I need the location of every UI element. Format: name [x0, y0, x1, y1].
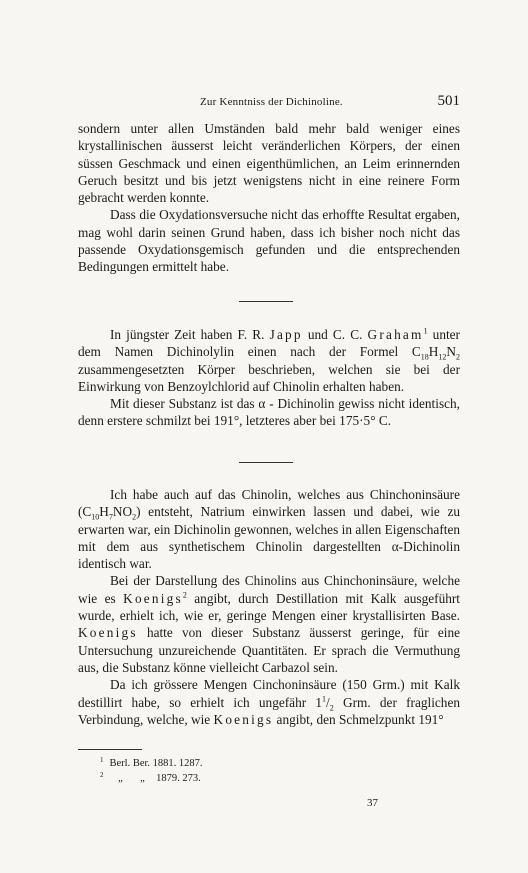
- section-divider-2: [239, 462, 293, 463]
- paragraph-2: Dass die Oxydationsversuche nicht das erhoffte Resultat ergaben, mag wohl darin seinen Grund haben, dass ich bisher noch nicht das passende Oxydationsgemisch gefunden und die entsprechenden Bedingungen ermittelt habe.: [78, 207, 460, 275]
- footnotes: [100, 756, 203, 786]
- author-name: Koenigs: [213, 711, 274, 727]
- footnote-2: $^2$ „ „ 1879. 273.: [100, 770, 201, 784]
- footnote-divider: [78, 749, 142, 750]
- author-name: Graham: [367, 327, 424, 342]
- author-name: Japp: [269, 327, 303, 342]
- footnote-1: $^1$ Berl. Ber. 1881. 1287.: [100, 755, 203, 769]
- section-divider-1: [239, 301, 293, 302]
- text-block-2: [78, 326, 460, 430]
- running-title: Zur Kenntniss der Dichinoline.: [200, 96, 343, 108]
- footnote-ref: 2: [182, 590, 187, 600]
- author-name: Koenigs: [78, 625, 138, 641]
- author-name: Koenigs: [123, 590, 183, 606]
- text-block-3: [78, 486, 460, 728]
- footnote-ref: 1: [423, 326, 428, 336]
- paragraph-7: Da ich grössere Mengen Cinchoninsäure (150 Grm.) mit Kalk destillirt habe, so erhielt ich ungefähr $1^1/_2$ Grm. der fraglichen Verbindung, welche, wie Koenigs angibt, den Schmelzpunkt 191°: [78, 677, 461, 727]
- paragraph-1: sondern unter allen Umständen bald mehr bald weniger eines krystallinischen äusserst leicht veränderlichen Körpers, der einen süssen Geschmack und einen eigenthümlichen, an Leim erinnernden Geruch besitzt und bis jetzt wenigstens nicht in eine reinere Form gebracht werden konnte.: [78, 121, 460, 206]
- text-block-1: [78, 120, 460, 276]
- paragraph-6: Bei der Darstellung des Chinolins aus Chinchoninsäure, welche wie es Koenigs$^2$ angibt, durch Destillation mit Kalk ausgeführt wurde, erhielt ich, wie er, geringe Mengen einer krystallisirten Base. Koenigs hatte von dieser Substanz äusserst geringe, für eine Untersuchung unzureichende Quantitäten. Er sprach die Vermuthung aus, die Substanz könne vielleicht Carbazol sein.: [78, 573, 460, 675]
- paragraph-5: Ich habe auch auf das Chinolin, welches aus Chinchoninsäure $(C_{10}H_7NO_2)$ entsteht, Natrium einwirken lassen und dabei, wie zu erwarten war, ein Dichinolin gewonnen, welches in allen Eigenschaften mit dem aus synthetischem Chinolin dargestellten α-Dichinolin identisch war.: [78, 487, 460, 572]
- signature-mark: 37: [367, 797, 378, 809]
- page-header: [78, 93, 460, 112]
- page-number: 501: [437, 93, 460, 109]
- paragraph-3: In jüngster Zeit haben F. R. Japp und C. C. Graham$^1$ unter dem Namen Dichinolylin einen nach der Formel $C_{18}H_{12}N_2$ zusammengesetzten Körper beschrieben, welchen sie bei der Einwirkung von Benzoylchlorid auf Chinolin erhalten haben.: [78, 326, 460, 394]
- paragraph-4: Mit dieser Substanz ist das α - Dichinolin gewiss nicht identisch, denn erstere schmilzt bei 191°, letzteres aber bei 175·5° C.: [78, 396, 460, 429]
